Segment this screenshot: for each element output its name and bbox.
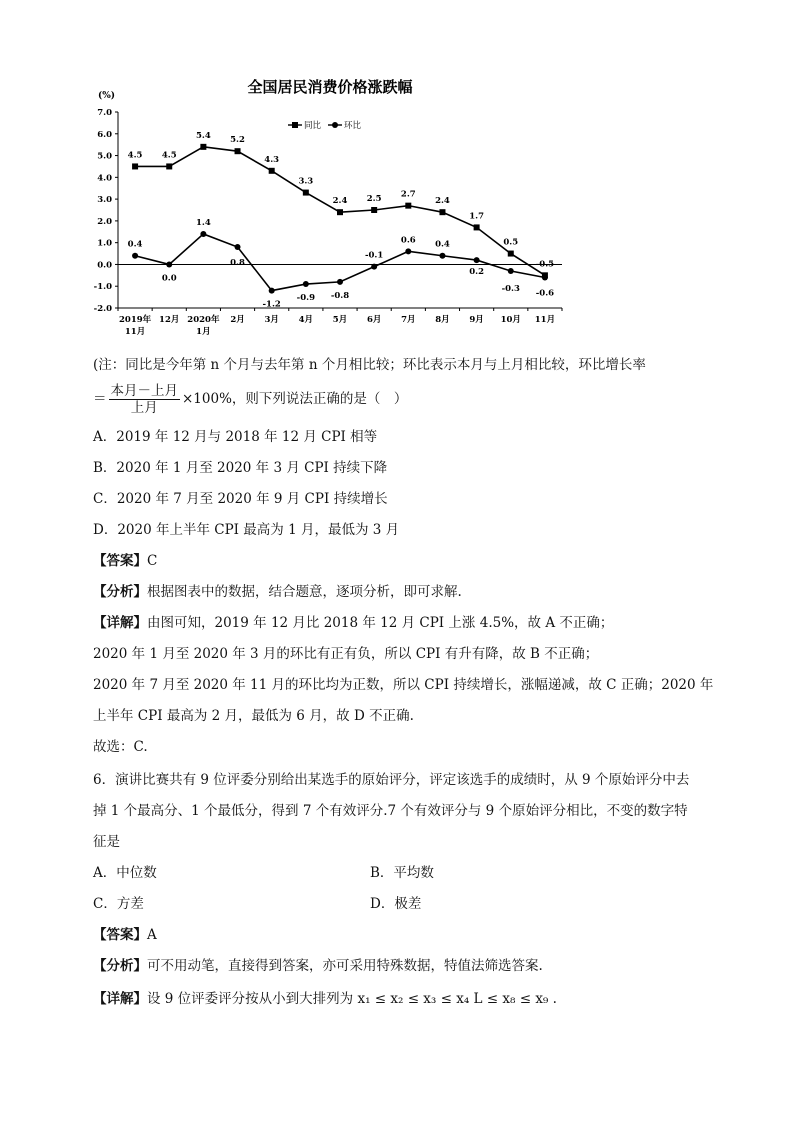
data-label: 0.8 bbox=[230, 258, 245, 269]
y-tick-label: 0.0 bbox=[97, 260, 112, 271]
data-point-yoy bbox=[166, 163, 172, 169]
legend-label-mom: 环比 bbox=[344, 121, 362, 131]
formula-fraction bbox=[109, 383, 181, 416]
x-tick-label: 6月 bbox=[366, 315, 382, 325]
data-point-yoy bbox=[269, 168, 275, 174]
data-label: 5.2 bbox=[230, 135, 245, 146]
q5-option-c: C．2020 年 7 月至 2020 年 9 月 CPI 持续增长 bbox=[93, 491, 388, 507]
q5-option-b: B．2020 年 1 月至 2020 年 3 月 CPI 持续下降 bbox=[93, 460, 388, 476]
y-tick-label: 2.0 bbox=[97, 216, 112, 227]
q6-option-c: C．方差 bbox=[93, 896, 144, 912]
data-label: 2.5 bbox=[366, 194, 382, 204]
analysis-tag: 【分析】 bbox=[93, 584, 147, 600]
x-tick-label: 9月 bbox=[469, 315, 484, 325]
detail-text: 设 9 位评委评分按从小到大排列为 x₁ ≤ x₂ ≤ x₃ ≤ x₄ L ≤ x₈ ≤ x₉ . bbox=[147, 991, 557, 1007]
data-label: 3.3 bbox=[298, 176, 314, 187]
data-point-yoy bbox=[474, 224, 480, 230]
x-tick-label: 3月 bbox=[264, 315, 279, 325]
chart-title: 全国居民消费价格涨跌幅 bbox=[247, 78, 413, 96]
data-label: 2.4 bbox=[332, 196, 348, 207]
q5-option-a: A．2019 年 12 月与 2018 年 12 月 CPI 相等 bbox=[93, 429, 378, 445]
data-label: -1.2 bbox=[262, 299, 281, 310]
q5-detail-4: 上半年 CPI 最高为 2 月，最低为 6 月，故 D 不正确. bbox=[93, 708, 414, 724]
answer-tag: 【答案】 bbox=[93, 553, 147, 569]
data-point-yoy bbox=[303, 190, 309, 196]
fraction-denominator: 上月 bbox=[130, 400, 158, 416]
note-line-1: (注：同比是今年第 n 个月与去年第 n 个月相比较；环比表示本月与上月相比较，环比增长率 bbox=[93, 357, 646, 373]
q6-analysis bbox=[93, 957, 543, 975]
analysis-text: 根据图表中的数据，结合题意，逐项分析，即可求解. bbox=[147, 584, 462, 600]
fraction-numerator: 本月－上月 bbox=[110, 383, 178, 399]
detail-tag: 【详解】 bbox=[93, 615, 147, 631]
y-tick-label: 1.0 bbox=[97, 238, 112, 249]
q6-stem-1: 6．演讲比赛共有 9 位评委分别给出某选手的原始评分，评定该选手的成绩时，从 9 个原始评分中去 bbox=[93, 772, 690, 788]
data-label: 1.7 bbox=[469, 211, 485, 222]
x-tick-label: 8月 bbox=[435, 315, 450, 325]
q6-answer bbox=[93, 926, 157, 944]
x-tick-label: 12月 bbox=[159, 315, 180, 325]
data-label: -0.9 bbox=[296, 293, 316, 304]
x-tick-label: 5月 bbox=[332, 315, 348, 325]
data-label: 1.4 bbox=[195, 217, 211, 228]
y-axis-label: (%) bbox=[98, 91, 116, 101]
data-label: 2.7 bbox=[400, 189, 416, 200]
data-label: -0.5 bbox=[535, 259, 555, 270]
data-point-yoy bbox=[439, 209, 445, 215]
legend-label-yoy: 同比 bbox=[304, 121, 322, 131]
data-label: 0.5 bbox=[503, 237, 519, 248]
detail-text: 由图可知，2019 年 12 月比 2018 年 12 月 CPI 上涨 4.5%，故 A 不正确； bbox=[147, 615, 614, 631]
data-point-mom bbox=[405, 248, 411, 254]
answer-value: C bbox=[147, 553, 158, 569]
q5-analysis bbox=[93, 583, 462, 601]
x-tick-label: 2020年 bbox=[187, 315, 220, 325]
data-point-mom bbox=[200, 231, 206, 237]
data-point-mom bbox=[132, 253, 138, 259]
x-tick-label: 11月 bbox=[124, 327, 146, 337]
data-point-yoy bbox=[235, 148, 241, 154]
analysis-tag: 【分析】 bbox=[93, 958, 147, 974]
q6-stem-2: 掉 1 个最高分、1 个最低分，得到 7 个有效评分.7 个有效评分与 9 个原始评分相比，不变的数字特 bbox=[93, 803, 688, 819]
formula-prefix: ＝ bbox=[93, 391, 107, 407]
data-point-mom bbox=[235, 244, 241, 250]
data-label: 0.6 bbox=[400, 235, 416, 246]
legend-marker-mom bbox=[332, 122, 338, 128]
q6-detail bbox=[93, 990, 557, 1008]
data-point-yoy bbox=[405, 203, 411, 209]
data-label: 2.4 bbox=[435, 196, 450, 207]
q6-option-b: B．平均数 bbox=[370, 865, 434, 881]
data-label: -0.1 bbox=[364, 250, 384, 261]
x-tick-label: 7月 bbox=[401, 315, 416, 325]
data-point-yoy bbox=[337, 209, 343, 215]
data-point-mom bbox=[166, 261, 172, 267]
answer-value: A bbox=[147, 927, 157, 943]
x-tick-label: 1月 bbox=[196, 327, 211, 337]
y-tick-label: 5.0 bbox=[97, 151, 112, 162]
q5-answer bbox=[93, 552, 157, 570]
detail-tag: 【详解】 bbox=[93, 991, 147, 1007]
data-point-yoy bbox=[200, 144, 206, 150]
y-tick-label: 3.0 bbox=[97, 195, 112, 206]
data-point-mom bbox=[474, 257, 480, 263]
data-label: -0.6 bbox=[535, 288, 555, 299]
x-tick-label: 10月 bbox=[500, 315, 521, 325]
q5-conclusion: 故选：C. bbox=[93, 739, 148, 755]
data-label: 0.4 bbox=[127, 239, 143, 250]
q5-detail-2: 2020 年 1 月至 2020 年 3 月的环比有正有负，所以 CPI 有升有降，故 B 不正确； bbox=[93, 646, 599, 662]
data-label: 0.2 bbox=[469, 267, 485, 278]
q5-detail-1 bbox=[93, 614, 613, 632]
q5-detail-3: 2020 年 7 月至 2020 年 11 月的环比均为正数，所以 CPI 持续增长，涨幅递减，故 C 正确；2020 年 bbox=[93, 677, 714, 693]
q6-option-d: D．极差 bbox=[370, 896, 422, 912]
data-point-mom bbox=[371, 264, 377, 270]
y-tick-label: -1.0 bbox=[93, 282, 112, 293]
data-point-mom bbox=[439, 253, 445, 259]
data-label: 4.5 bbox=[127, 150, 143, 161]
data-label: -0.8 bbox=[330, 290, 350, 301]
formula-suffix: ×100%，则下列说法正确的是（ ） bbox=[182, 391, 408, 407]
y-tick-label: 7.0 bbox=[97, 108, 112, 118]
q5-option-d: D．2020 年上半年 CPI 最高为 1 月，最低为 3 月 bbox=[93, 522, 400, 538]
data-point-mom bbox=[542, 275, 548, 281]
x-tick-label: 2月 bbox=[230, 315, 245, 325]
y-tick-label: -2.0 bbox=[93, 304, 112, 314]
data-label: 5.4 bbox=[195, 130, 211, 141]
data-label: 4.3 bbox=[264, 154, 280, 165]
q6-stem-3: 征是 bbox=[93, 834, 120, 850]
data-point-yoy bbox=[508, 251, 514, 257]
data-point-mom bbox=[303, 281, 309, 287]
x-tick-label: 11月 bbox=[534, 315, 556, 325]
data-label: -0.3 bbox=[501, 283, 520, 294]
analysis-text: 可不用动笔，直接得到答案，亦可采用特殊数据，特值法筛选答案. bbox=[147, 958, 543, 974]
data-point-mom bbox=[269, 288, 275, 294]
data-point-mom bbox=[337, 279, 343, 285]
x-tick-label: 4月 bbox=[298, 315, 314, 325]
data-label: 0.4 bbox=[435, 239, 450, 250]
y-tick-label: 4.0 bbox=[97, 173, 112, 184]
data-label: 4.5 bbox=[161, 150, 177, 161]
data-point-yoy bbox=[132, 163, 138, 169]
growth-rate-formula bbox=[93, 381, 407, 417]
data-point-mom bbox=[508, 268, 514, 274]
data-label: 0.0 bbox=[161, 273, 177, 284]
x-tick-label: 2019年 bbox=[118, 315, 152, 325]
q6-option-a: A．中位数 bbox=[93, 865, 157, 881]
legend-marker-yoy bbox=[292, 122, 298, 128]
data-point-yoy bbox=[371, 207, 377, 213]
answer-tag: 【答案】 bbox=[93, 927, 147, 943]
cpi-line-chart bbox=[80, 72, 580, 340]
y-tick-label: 6.0 bbox=[97, 129, 112, 140]
